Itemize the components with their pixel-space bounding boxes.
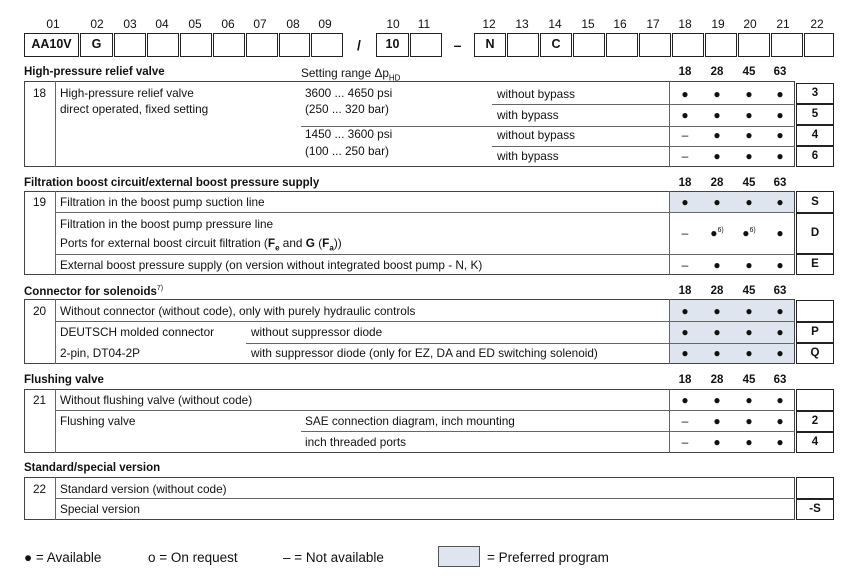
hp-divider <box>55 81 56 167</box>
code-box-12: N <box>474 33 506 57</box>
filt-desc: Filtration in the boost pump suction line <box>60 195 265 209</box>
hp-option: without bypass <box>497 128 576 142</box>
port-fa: F <box>322 236 330 250</box>
avail-mark: ● <box>745 108 753 122</box>
avail-mark: ● <box>745 149 753 163</box>
pos-03: 03 <box>123 17 137 31</box>
hp-option: with bypass <box>497 108 559 122</box>
avail-mark: ● <box>776 128 784 142</box>
avail-mark: ● <box>745 195 753 209</box>
conn-option: without suppressor diode <box>251 325 383 339</box>
avail-mark: – <box>681 414 689 428</box>
legend-on-request: o = On request <box>148 550 238 565</box>
hp-range: (100 ... 250 bar) <box>305 144 389 158</box>
text-part: Ports for external boost circuit filtration ( <box>60 236 268 250</box>
avail-mark: ● <box>776 435 784 449</box>
order-code: 6 <box>796 146 834 167</box>
pos-11: 11 <box>417 17 431 31</box>
flush-desc: Flushing valve <box>60 414 136 428</box>
legend-preferred: = Preferred program <box>487 550 609 565</box>
order-code: 4 <box>796 125 834 146</box>
pos-20: 20 <box>743 17 757 31</box>
avail-mark: ● <box>681 195 689 209</box>
port-fe: F <box>267 236 276 250</box>
order-code: 5 <box>796 104 834 125</box>
std-divider <box>55 498 795 499</box>
code-box-03 <box>114 33 146 57</box>
conn-desc: DEUTSCH molded connector <box>60 325 215 339</box>
hp-range: (250 ... 320 bar) <box>305 102 389 116</box>
size-18: 18 <box>678 177 692 189</box>
code-box-18 <box>672 33 704 57</box>
order-code: P <box>796 322 834 343</box>
avail-mark: ● <box>776 258 784 272</box>
setting-range-sub: HD <box>388 73 401 83</box>
code-box-08 <box>279 33 310 57</box>
row-number: 18 <box>33 86 47 100</box>
avail-mark: – <box>681 226 689 240</box>
order-code <box>796 300 834 322</box>
size-45: 45 <box>742 285 756 297</box>
hp-divider <box>492 146 795 147</box>
avail-mark: ● <box>776 346 784 360</box>
code-box-09 <box>311 33 343 57</box>
hp-option: with bypass <box>497 149 559 163</box>
code-box-06 <box>213 33 245 57</box>
size-63: 63 <box>773 285 787 297</box>
pos-13: 13 <box>515 17 529 31</box>
avail-mark: ● <box>745 435 753 449</box>
pos-09: 09 <box>318 17 332 31</box>
conn-divider <box>55 321 795 322</box>
row-number: 20 <box>33 304 47 318</box>
filt-divider <box>55 212 795 213</box>
order-code <box>796 477 834 499</box>
size-18: 18 <box>678 285 692 297</box>
code-box-19 <box>705 33 737 57</box>
code-box-13 <box>507 33 539 57</box>
flush-divider <box>55 410 795 411</box>
size-45: 45 <box>742 374 756 386</box>
size-63: 63 <box>773 66 787 78</box>
hp-section-title: High-pressure relief valve <box>24 66 165 78</box>
flush-option: SAE connection diagram, inch mounting <box>305 414 515 428</box>
order-code: -S <box>796 499 834 520</box>
avail-mark: ● <box>681 325 689 339</box>
avail-mark: ● <box>776 414 784 428</box>
conn-desc: Without connector (without code), only with purely hydraulic controls <box>60 304 416 318</box>
order-code: D <box>796 213 834 254</box>
avail-mark: ● <box>713 258 721 272</box>
order-code: 2 <box>796 411 834 432</box>
pos-05: 05 <box>188 17 202 31</box>
avail-mark: – <box>681 149 689 163</box>
filt-divider <box>55 254 795 255</box>
footnote-ref: 6) <box>749 227 756 234</box>
footnote-ref: 7) <box>156 285 164 292</box>
title-text: Connector for solenoids <box>24 285 157 298</box>
conn-section-title <box>24 285 163 298</box>
order-code: Q <box>796 343 834 364</box>
pos-16: 16 <box>613 17 627 31</box>
avail-mark: ● <box>681 108 689 122</box>
code-box-15 <box>573 33 605 57</box>
avail-mark: ● <box>745 128 753 142</box>
row-number: 19 <box>33 195 47 209</box>
avail-mark: ● <box>681 304 689 318</box>
avail-mark: ● <box>681 87 689 101</box>
code-box-17 <box>639 33 671 57</box>
avail-mark: – <box>681 435 689 449</box>
code-box-16 <box>606 33 638 57</box>
filt-desc: Filtration in the boost pump pressure line <box>60 217 274 231</box>
flush-option: inch threaded ports <box>305 435 406 449</box>
code-box-01: AA10V <box>24 33 79 57</box>
pos-14: 14 <box>548 17 562 31</box>
text-part: ( <box>314 236 323 250</box>
size-28: 28 <box>710 285 724 297</box>
avail-mark <box>702 226 732 240</box>
avail-mark: ● <box>681 346 689 360</box>
avail-mark: ● <box>745 414 753 428</box>
pos-21: 21 <box>776 17 790 31</box>
legend-not-available: – = Not available <box>283 550 384 565</box>
avail-mark: ● <box>713 346 721 360</box>
code-box-11 <box>410 33 442 57</box>
pos-12: 12 <box>482 17 496 31</box>
avail-mark: ● <box>745 393 753 407</box>
avail-mark: ● <box>713 108 721 122</box>
pos-06: 06 <box>221 17 235 31</box>
mark: ● <box>742 226 750 240</box>
size-28: 28 <box>710 66 724 78</box>
conn-option: with suppressor diode (only for EZ, DA and ED switching solenoid) <box>251 346 598 360</box>
pos-19: 19 <box>711 17 725 31</box>
avail-mark: ● <box>713 304 721 318</box>
row-number: 21 <box>33 393 47 407</box>
conn-divider <box>55 299 56 364</box>
avail-mark: ● <box>776 304 784 318</box>
pos-04: 04 <box>155 17 169 31</box>
std-section-title: Standard/special version <box>24 462 161 474</box>
text-part: and <box>279 236 306 250</box>
filt-section-title: Filtration boost circuit/external boost pressure supply <box>24 177 320 189</box>
pos-01: 01 <box>46 17 60 31</box>
pos-17: 17 <box>646 17 660 31</box>
flush-section-title: Flushing valve <box>24 374 104 386</box>
avail-mark: ● <box>713 393 721 407</box>
std-desc: Special version <box>60 502 140 516</box>
hp-option: without bypass <box>497 87 576 101</box>
avail-mark: ● <box>745 304 753 318</box>
order-code: 3 <box>796 83 834 104</box>
port-fe-sub: e <box>275 243 280 253</box>
flush-divider <box>301 431 795 432</box>
avail-mark: ● <box>776 87 784 101</box>
avail-mark: ● <box>713 325 721 339</box>
code-box-20 <box>738 33 770 57</box>
avail-mark: ● <box>776 149 784 163</box>
code-box-22 <box>804 33 834 57</box>
hp-range: 3600 ... 4650 psi <box>305 86 393 100</box>
pos-07: 07 <box>253 17 267 31</box>
size-28: 28 <box>710 374 724 386</box>
code-box-05 <box>180 33 212 57</box>
port-fa-sub: a <box>329 243 334 253</box>
avail-mark: ● <box>776 325 784 339</box>
code-box-07 <box>246 33 278 57</box>
order-code <box>796 389 834 411</box>
hp-desc: direct operated, fixed setting <box>60 102 209 116</box>
avail-mark: ● <box>745 87 753 101</box>
pos-08: 08 <box>286 17 300 31</box>
pos-18: 18 <box>678 17 692 31</box>
code-box-02: G <box>80 33 113 57</box>
avail-mark: ● <box>776 393 784 407</box>
pos-15: 15 <box>581 17 595 31</box>
avail-mark: ● <box>776 226 784 240</box>
avail-mark: ● <box>713 414 721 428</box>
avail-mark: – <box>681 258 689 272</box>
size-18: 18 <box>678 66 692 78</box>
avail-mark: ● <box>713 195 721 209</box>
avail-mark: – <box>681 128 689 142</box>
avail-mark: ● <box>745 346 753 360</box>
avail-mark: ● <box>713 149 721 163</box>
flush-desc: Without flushing valve (without code) <box>60 393 253 407</box>
avail-mark: ● <box>681 393 689 407</box>
filt-divider <box>55 191 56 275</box>
row-number: 22 <box>33 482 47 496</box>
port-g: G <box>305 236 315 250</box>
hp-divider <box>492 104 795 105</box>
pos-02: 02 <box>90 17 104 31</box>
order-code: E <box>796 254 834 275</box>
avail-mark: ● <box>713 87 721 101</box>
filt-desc <box>60 236 342 252</box>
size-18: 18 <box>678 374 692 386</box>
order-code: 4 <box>796 432 834 453</box>
order-code: S <box>796 191 834 213</box>
avail-mark: ● <box>745 325 753 339</box>
size-63: 63 <box>773 374 787 386</box>
preferred-swatch <box>438 546 480 567</box>
code-box-04 <box>147 33 179 57</box>
text-part: )) <box>333 236 342 250</box>
legend-available: ● = Available <box>24 550 102 565</box>
footnote-ref: 6) <box>717 227 724 234</box>
code-box-10: 10 <box>376 33 409 57</box>
avail-mark: ● <box>713 435 721 449</box>
code-box-14: C <box>540 33 572 57</box>
avail-mark: ● <box>745 258 753 272</box>
mark: ● <box>710 226 718 240</box>
code-sep-dash: – <box>453 37 462 53</box>
avail-mark: ● <box>776 195 784 209</box>
avail-mark: ● <box>776 108 784 122</box>
conn-divider <box>246 343 795 344</box>
size-28: 28 <box>710 177 724 189</box>
size-63: 63 <box>773 177 787 189</box>
hp-setting-range <box>301 66 400 82</box>
avail-mark <box>734 226 764 240</box>
pos-10: 10 <box>386 17 400 31</box>
std-desc: Standard version (without code) <box>60 482 227 496</box>
code-sep-slash: / <box>357 37 361 53</box>
hp-range: 1450 ... 3600 psi <box>305 127 393 141</box>
code-box-21 <box>771 33 803 57</box>
size-45: 45 <box>742 66 756 78</box>
hp-desc: High-pressure relief valve <box>60 86 194 100</box>
pos-22: 22 <box>810 17 824 31</box>
conn-desc: 2-pin, DT04-2P <box>60 346 140 360</box>
size-45: 45 <box>742 177 756 189</box>
setting-range-label: Setting range Δp <box>301 66 389 80</box>
filt-desc: External boost pressure supply (on version without integrated boost pump - N, K) <box>60 258 483 272</box>
flush-divider <box>55 389 56 453</box>
avail-mark: ● <box>713 128 721 142</box>
